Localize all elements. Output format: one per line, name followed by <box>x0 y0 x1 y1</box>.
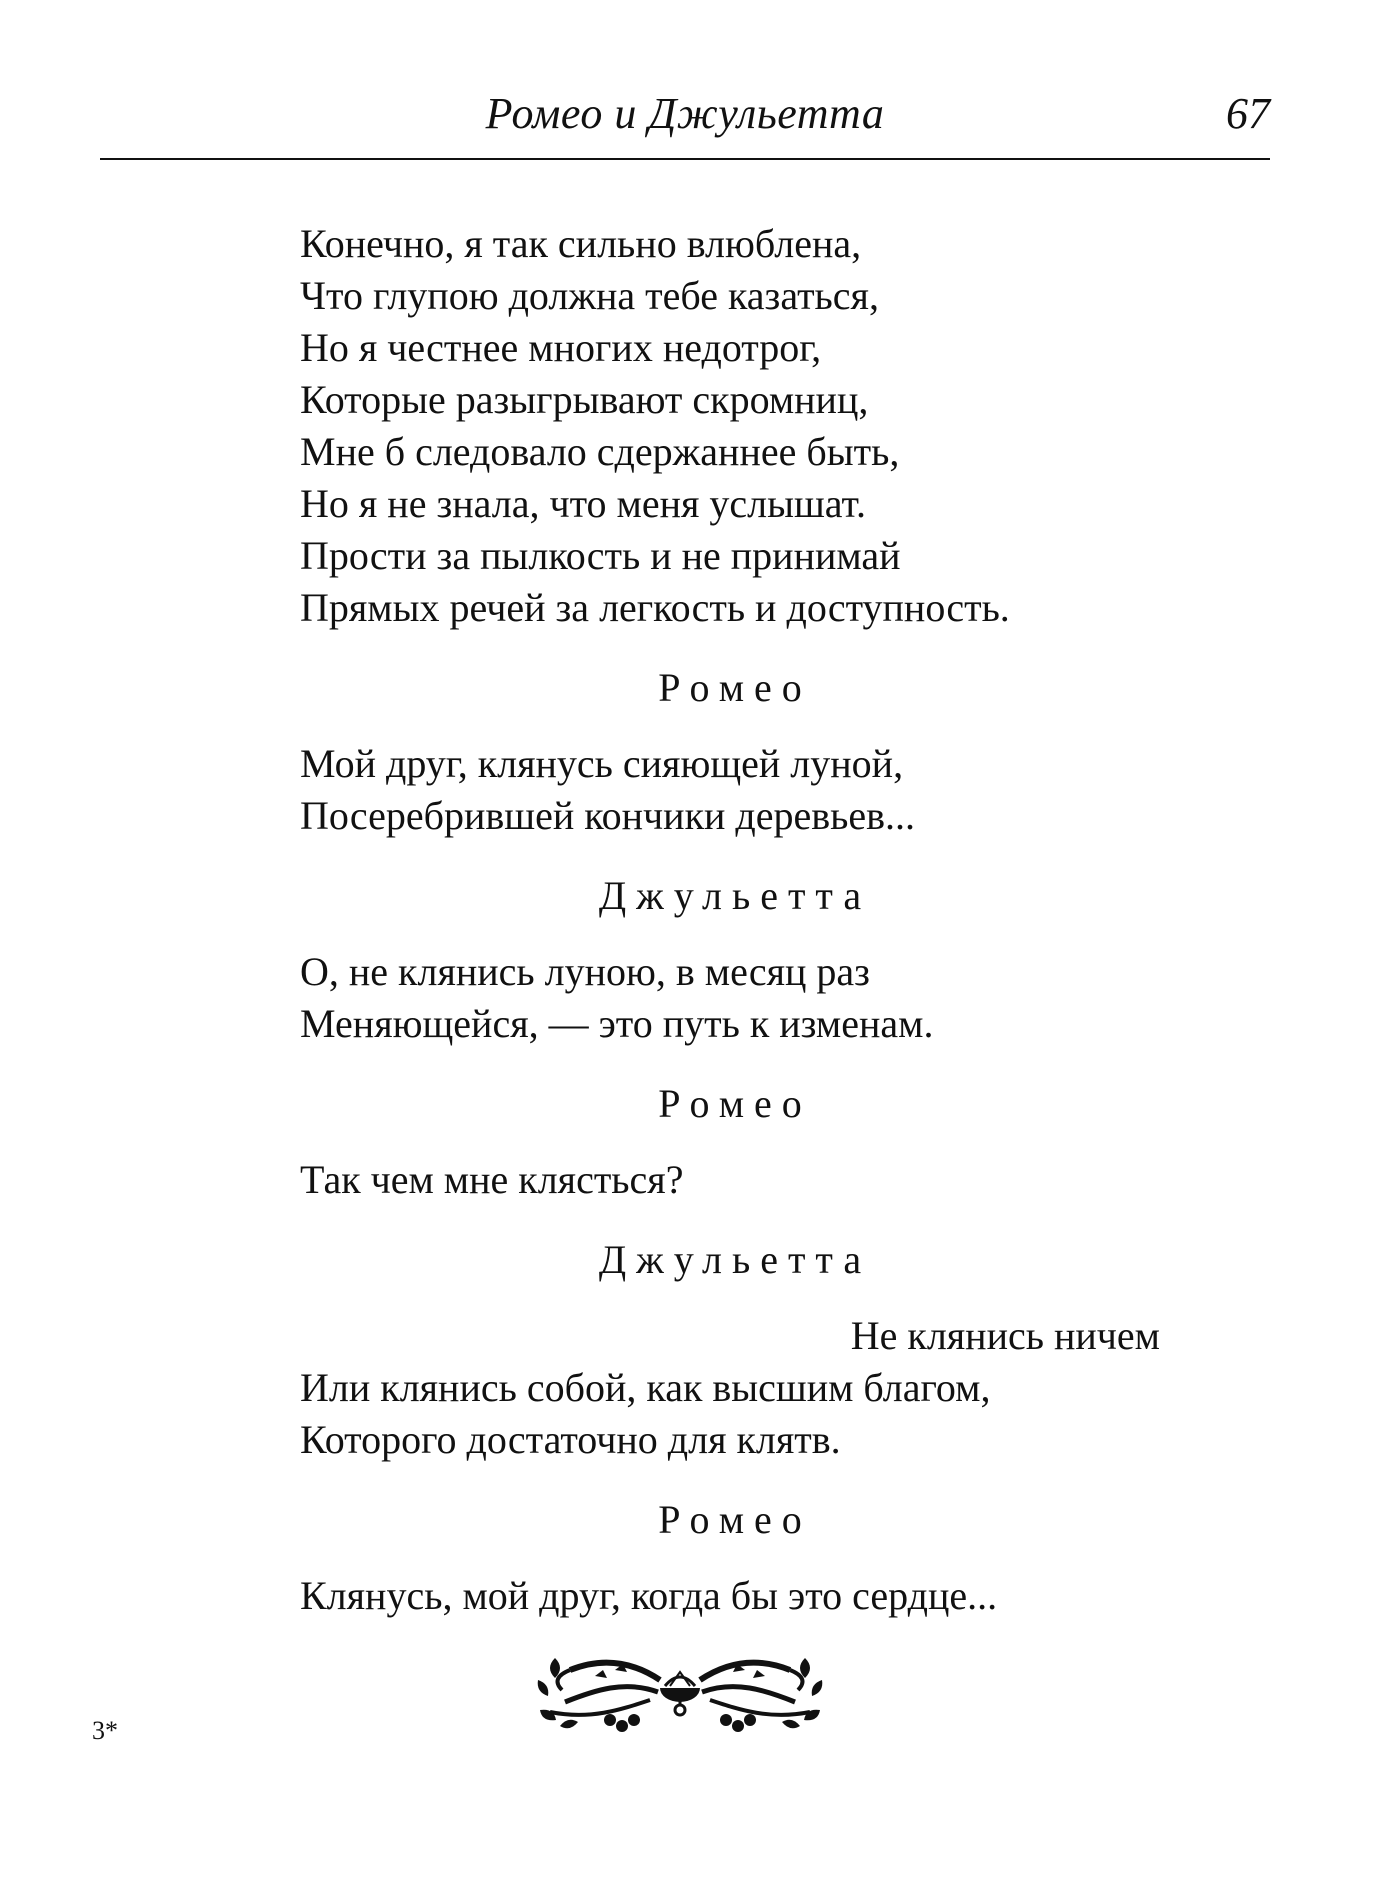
speaker-name: Джульетта <box>598 1237 872 1282</box>
verse-line: Не клянись ничем <box>850 1313 1160 1358</box>
verse-block <box>300 1570 1160 1622</box>
floral-ornament-icon <box>510 1640 850 1740</box>
verse-line: Мне б следовало сдержаннее быть, <box>300 429 900 474</box>
speaker-name: Ромео <box>658 1081 812 1126</box>
speaker-name: Ромео <box>658 1497 812 1542</box>
verse-line: Клянусь, мой друг, когда бы это сердце... <box>300 1573 998 1618</box>
verse-line: Но я честнее многих недотрог, <box>300 325 822 370</box>
signature-mark: 3* <box>92 1716 118 1745</box>
verse-line: Мой друг, клянусь сияющей луной, <box>300 741 904 786</box>
verse-line: Конечно, я так сильно влюблена, <box>300 221 862 266</box>
header-rule <box>100 158 1270 160</box>
verse-block <box>300 218 1160 634</box>
speaker-name: Ромео <box>658 665 812 710</box>
verse-line: Или клянись собой, как высшим благом, <box>300 1365 991 1410</box>
verse-line: Которые разыгрывают скромниц, <box>300 377 869 422</box>
verse-line: Но я не знала, что меня услышат. <box>300 481 866 526</box>
verse-line: Посеребрившей кончики деревьев... <box>300 793 916 838</box>
page-number: 67 <box>1226 89 1270 138</box>
speaker-name: Джульетта <box>598 873 872 918</box>
verse-line: Что глупою должна тебе казаться, <box>300 273 879 318</box>
verse-block <box>300 1154 1160 1206</box>
play-text <box>300 218 1160 1622</box>
verse-line: О, не клянись луною, в месяц раз <box>300 949 870 994</box>
verse-block <box>300 946 1160 1050</box>
verse-block <box>300 738 1160 842</box>
verse-block <box>300 1310 1160 1466</box>
verse-line: Прости за пылкость и не принимай <box>300 533 901 578</box>
verse-line: Прямых речей за легкость и доступность. <box>300 585 1010 630</box>
verse-line: Которого достаточно для клятв. <box>300 1417 841 1462</box>
running-title: Ромео и Джульетта <box>485 89 885 138</box>
running-head <box>100 88 1270 148</box>
verse-line: Так чем мне клясться? <box>300 1157 684 1202</box>
verse-line: Меняющейся, — это путь к изменам. <box>300 1001 934 1046</box>
